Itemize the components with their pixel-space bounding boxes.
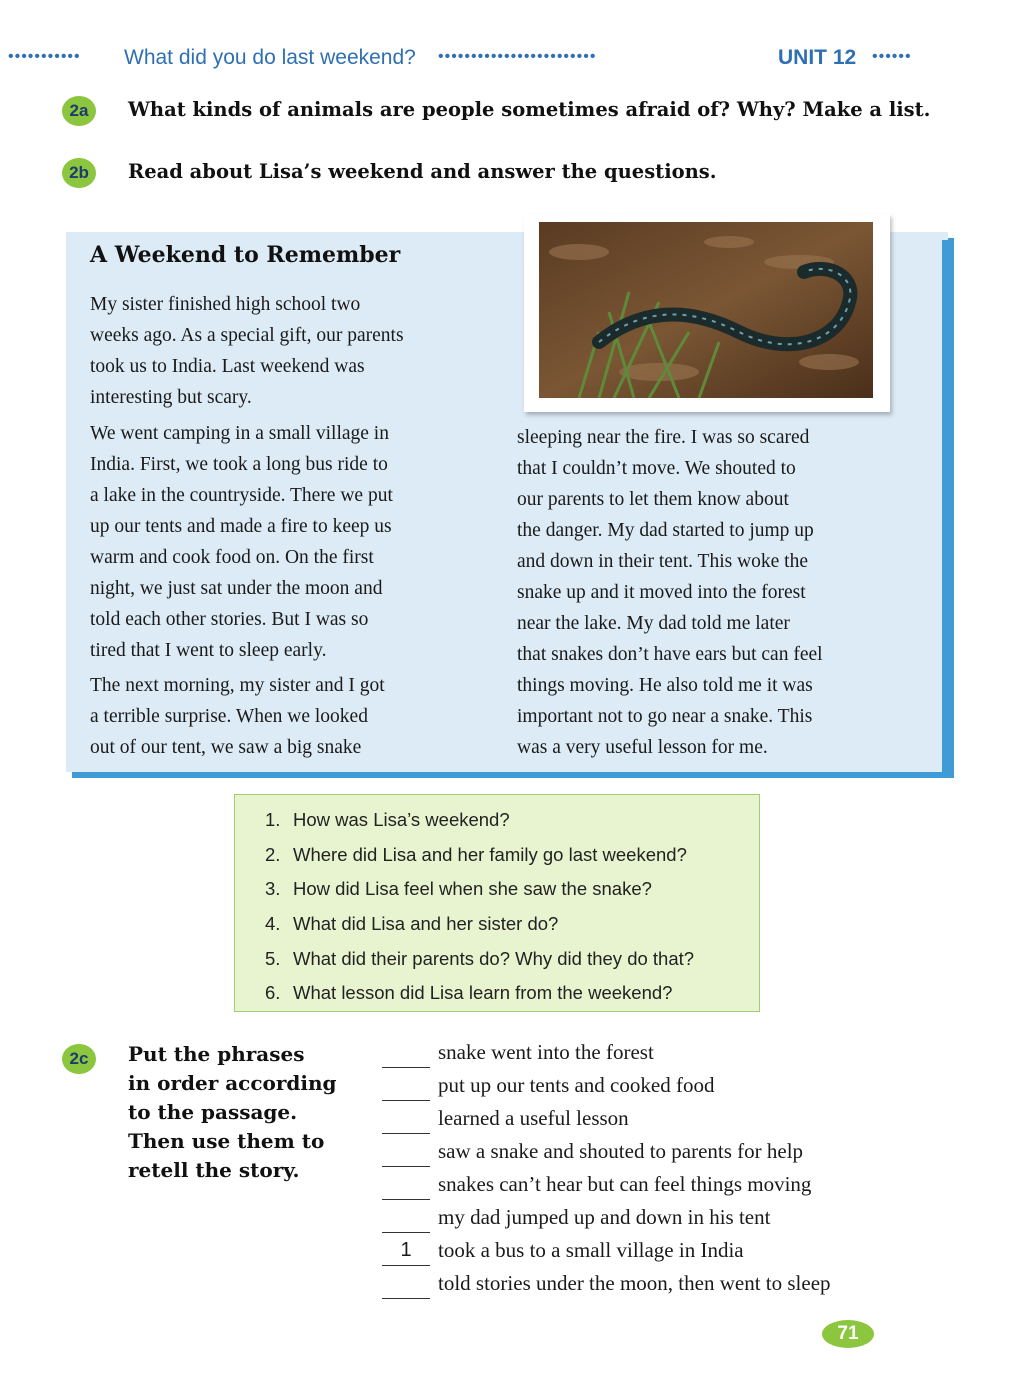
- story-line: sleeping near the fire. I was so scared: [517, 427, 810, 448]
- panel-accent-bar: [942, 240, 954, 774]
- story-line: We went camping in a small village in: [90, 423, 389, 444]
- story-line: The next morning, my sister and I got: [90, 675, 385, 696]
- story-line: snake up and it moved into the forest: [517, 582, 806, 603]
- question-text: Where did Lisa and her family go last weekend?: [293, 843, 687, 865]
- order-blank-input[interactable]: [382, 1039, 430, 1068]
- order-blank-input[interactable]: [382, 1204, 430, 1233]
- question-text: How did Lisa feel when she saw the snake?: [293, 878, 652, 900]
- question-item: [265, 874, 694, 909]
- snake-photo: [539, 222, 873, 398]
- phrase-text: snake went into the forest: [438, 1040, 654, 1064]
- story-paragraph-1: [90, 289, 404, 413]
- activity-2c-instruction: [128, 1040, 337, 1185]
- story-title: A Weekend to Remember: [90, 242, 401, 268]
- question-number: 4.: [265, 913, 281, 935]
- story-line: night, we just sat under the moon and: [90, 578, 383, 599]
- story-line: My sister finished high school two: [90, 294, 361, 315]
- instruction-line: in order according: [128, 1071, 337, 1095]
- activity-2b-instruction: Read about Lisa’s weekend and answer the questions.: [128, 160, 717, 183]
- order-blank-input[interactable]: [382, 1171, 430, 1200]
- question-item: [265, 909, 694, 944]
- question-number: 2.: [265, 843, 281, 865]
- header-title: What did you do last weekend?: [124, 46, 416, 69]
- story-paragraph-right: [517, 422, 823, 763]
- phrase-text: saw a snake and shouted to parents for help: [438, 1139, 804, 1163]
- story-line: out of our tent, we saw a big snake: [90, 737, 362, 758]
- instruction-line: retell the story.: [128, 1158, 300, 1182]
- phrase-text: learned a useful lesson: [438, 1106, 629, 1130]
- question-number: 6.: [265, 982, 281, 1004]
- story-line: a terrible surprise. When we looked: [90, 706, 368, 727]
- question-number: 5.: [265, 947, 281, 969]
- questions-box: [234, 794, 760, 1012]
- story-line: was a very useful lesson for me.: [517, 737, 768, 758]
- story-paragraph-3: [90, 670, 385, 763]
- instruction-line: Then use them to: [128, 1129, 325, 1153]
- order-blank-input[interactable]: [382, 1270, 430, 1299]
- header-dots: ••••••••••••••••••••••••: [438, 48, 597, 65]
- order-blank-input[interactable]: [382, 1105, 430, 1134]
- story-line: took us to India. Last weekend was: [90, 356, 365, 377]
- order-blank-input[interactable]: [382, 1138, 430, 1167]
- phrase-text: put up our tents and cooked food: [438, 1073, 715, 1097]
- story-line: up our tents and made a fire to keep us: [90, 516, 392, 537]
- story-line: that snakes don’t have ears but can feel: [517, 644, 823, 665]
- activity-badge-2b: 2b: [62, 158, 96, 188]
- phrase-text: told stories under the moon, then went to sleep: [438, 1271, 831, 1295]
- story-line: a lake in the countryside. There we put: [90, 485, 393, 506]
- story-line: our parents to let them know about: [517, 489, 789, 510]
- story-line: near the lake. My dad told me later: [517, 613, 790, 634]
- story-line: warm and cook food on. On the first: [90, 547, 374, 568]
- story-paragraph-2: [90, 418, 393, 666]
- question-item: [265, 840, 694, 875]
- activity-badge-2a: 2a: [62, 96, 96, 126]
- header-dots: •••••••••••: [8, 48, 81, 65]
- header-dots: ••••••: [872, 48, 912, 65]
- story-line: interesting but scary.: [90, 387, 252, 408]
- story-line: important not to go near a snake. This: [517, 706, 813, 727]
- question-item: [265, 805, 694, 840]
- story-line: that I couldn’t move. We shouted to: [517, 458, 796, 479]
- instruction-line: to the passage.: [128, 1100, 298, 1124]
- phrase-text: my dad jumped up and down in his tent: [438, 1205, 771, 1229]
- story-line: and down in their tent. This woke the: [517, 551, 809, 572]
- order-blank-input[interactable]: [382, 1072, 430, 1101]
- story-line: India. First, we took a long bus ride to: [90, 454, 388, 475]
- question-text: What did their parents do? Why did they do that?: [293, 947, 695, 969]
- order-blank-input[interactable]: 1: [382, 1237, 430, 1266]
- phrase-text: snakes can’t hear but can feel things moving: [438, 1172, 812, 1196]
- activity-badge-2c: 2c: [62, 1044, 96, 1074]
- phrase-text: took a bus to a small village in India: [438, 1238, 744, 1262]
- story-line: things moving. He also told me it was: [517, 675, 813, 696]
- question-item: [265, 944, 694, 979]
- story-line: told each other stories. But I was so: [90, 609, 369, 630]
- question-text: What lesson did Lisa learn from the weekend?: [293, 982, 673, 1004]
- question-text: How was Lisa’s weekend?: [293, 809, 510, 830]
- instruction-line: Put the phrases: [128, 1042, 305, 1066]
- question-number: 3.: [265, 878, 281, 900]
- unit-label: UNIT 12: [778, 46, 857, 69]
- question-number: 1.: [265, 809, 281, 830]
- activity-2a-instruction: What kinds of animals are people sometimes afraid of? Why? Make a list.: [128, 98, 931, 121]
- page-header: [0, 44, 1024, 74]
- story-line: weeks ago. As a special gift, our parents: [90, 325, 404, 346]
- question-list: [265, 805, 694, 1013]
- story-line: tired that I went to sleep early.: [90, 640, 327, 661]
- page-number: 71: [822, 1320, 874, 1348]
- question-text: What did Lisa and her sister do?: [293, 913, 559, 935]
- question-item: [265, 978, 694, 1013]
- story-line: the danger. My dad started to jump up: [517, 520, 814, 541]
